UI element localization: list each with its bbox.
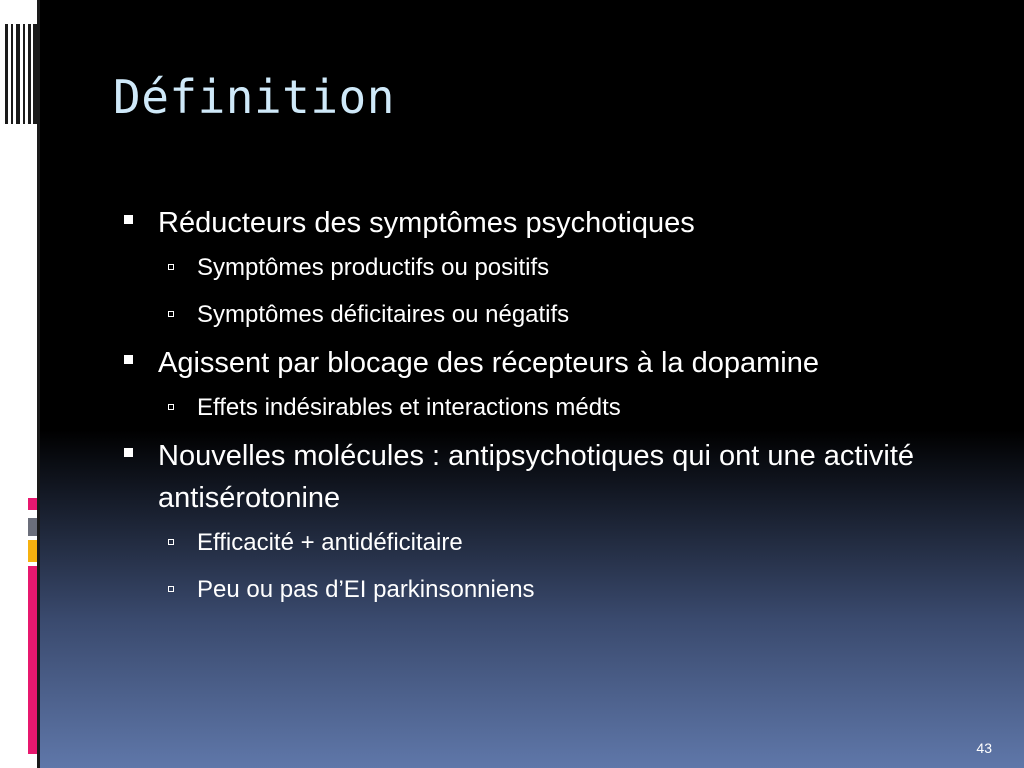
- bullet-text: Nouvelles molécules : antipsychotiques qui ont une activité antisérotonine: [158, 440, 915, 514]
- hollow-square-bullet-icon: [168, 539, 174, 545]
- bullet-text: Agissent par blocage des récepteurs à la dopamine: [158, 347, 819, 379]
- sub-bullet-text: Symptômes déficitaires ou négatifs: [197, 301, 570, 328]
- accent-pink-top: [28, 498, 37, 510]
- bullet-text: Réducteurs des symptômes psychotiques: [158, 207, 695, 239]
- sub-bullet-text: Symptômes productifs ou positifs: [197, 254, 550, 281]
- slide-title: Définition: [113, 70, 395, 124]
- hollow-square-bullet-icon: [168, 311, 174, 317]
- slide-number: 43: [976, 740, 992, 756]
- sub-bullet-item: [124, 519, 964, 566]
- hollow-square-bullet-icon: [168, 404, 174, 410]
- bullet-item: [124, 202, 964, 244]
- sub-bullet-text: Effets indésirables et interactions médts: [197, 394, 621, 421]
- vertical-lines-icon: [5, 24, 39, 124]
- sub-bullet-text: Peu ou pas d’EI parkinsonniens: [197, 576, 535, 603]
- left-decorative-strip: [0, 0, 40, 768]
- accent-pink-bar: [28, 566, 37, 754]
- hollow-square-bullet-icon: [168, 264, 174, 270]
- sub-bullet-item: [124, 384, 964, 431]
- square-bullet-icon: [124, 215, 133, 224]
- sub-bullet-item: [124, 566, 964, 613]
- sub-bullet-item: [124, 291, 964, 338]
- sub-bullet-text: Efficacité + antidéficitaire: [197, 529, 463, 556]
- bullet-item: [124, 435, 964, 519]
- bullet-item: [124, 342, 964, 384]
- accent-gray: [28, 518, 37, 536]
- square-bullet-icon: [124, 355, 133, 364]
- sub-bullet-item: [124, 244, 964, 291]
- accent-yellow: [28, 540, 37, 562]
- square-bullet-icon: [124, 448, 133, 457]
- hollow-square-bullet-icon: [168, 586, 174, 592]
- bullet-list: [124, 202, 964, 613]
